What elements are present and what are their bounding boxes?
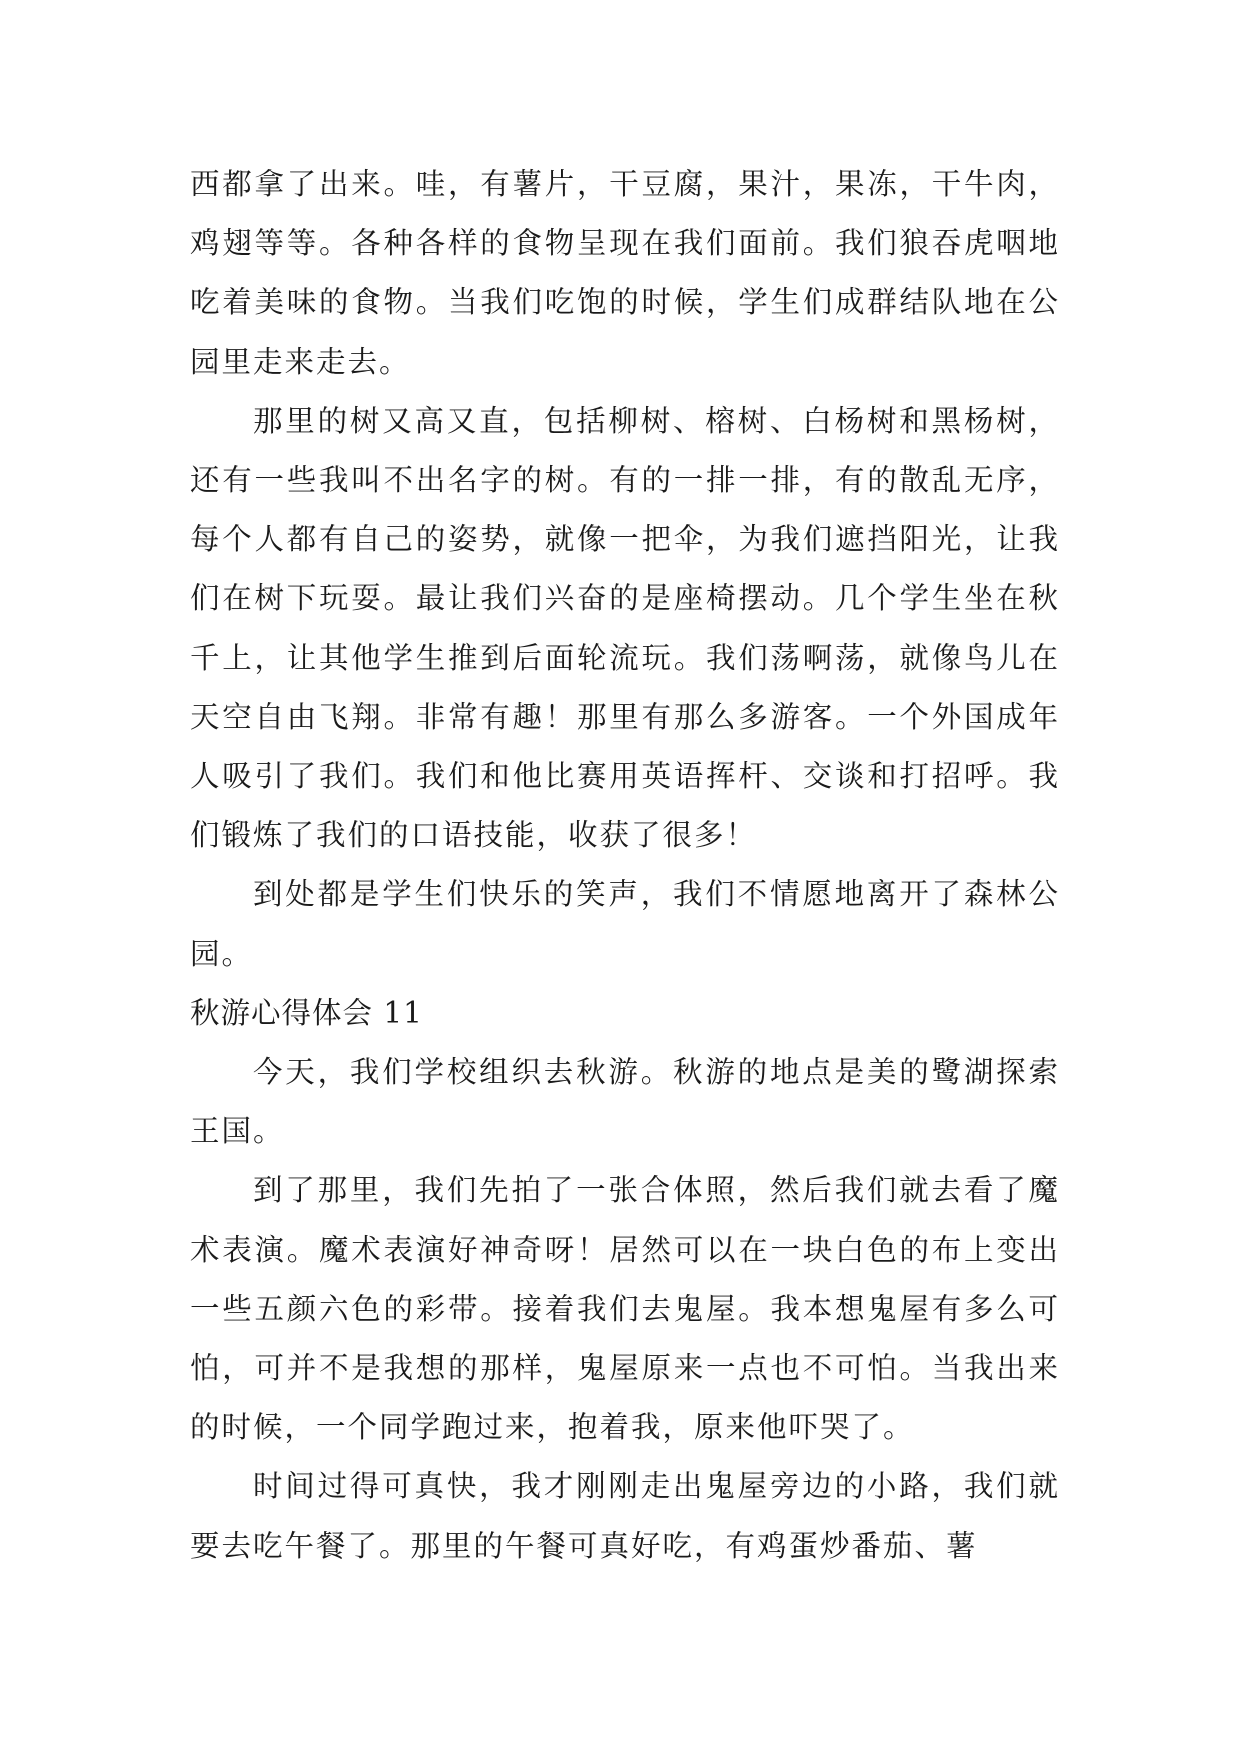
paragraph-leaving: 到处都是学生们快乐的笑声，我们不情愿地离开了森林公园。: [190, 877, 1060, 971]
section-heading: 秋游心得体会 11: [190, 995, 423, 1030]
document-body: [190, 155, 1060, 1576]
paragraph-trees: 那里的树又高又直，包括柳树、榕树、白杨树和黑杨树，还有一些我叫不出名字的树。有的一排一排，有的散乱无序，每个人都有自己的姿势，就像一把伞，为我们遮挡阳光，让我们在树下玩耍。最让我们兴奋的是座椅摆动。几个学生坐在秋千上，让其他学生推到后面轮流玩。我们荡啊荡，就像鸟儿在天空自由飞翔。非常有趣！那里有那么多游客。一个外国成年人吸引了我们。我们和他比赛用英语挥杆、交谈和打招呼。我们锻炼了我们的口语技能，收获了很多！: [190, 403, 1060, 853]
paragraph-lunch: 时间过得可真快，我才刚刚走出鬼屋旁边的小路，我们就要去吃午餐了。那里的午餐可真好吃，有鸡蛋炒番茄、薯: [190, 1469, 1060, 1563]
paragraph-food: 西都拿了出来。哇，有薯片，干豆腐，果汁，果冻，干牛肉，鸡翅等等。各种各样的食物呈现在我们面前。我们狼吞虎咽地吃着美味的食物。当我们吃饱的时候，学生们成群结队地在公园里走来走去。: [190, 167, 1060, 379]
paragraph-intro: 今天，我们学校组织去秋游。秋游的地点是美的鹭湖探索王国。: [190, 1055, 1060, 1149]
paragraph-magic-show: 到了那里，我们先拍了一张合体照，然后我们就去看了魔术表演。魔术表演好神奇呀！居然可以在一块白色的布上变出一些五颜六色的彩带。接着我们去鬼屋。我本想鬼屋有多么可怕，可并不是我想的那样，鬼屋原来一点也不可怕。当我出来的时候，一个同学跑过来，抱着我，原来他吓哭了。: [190, 1173, 1060, 1445]
